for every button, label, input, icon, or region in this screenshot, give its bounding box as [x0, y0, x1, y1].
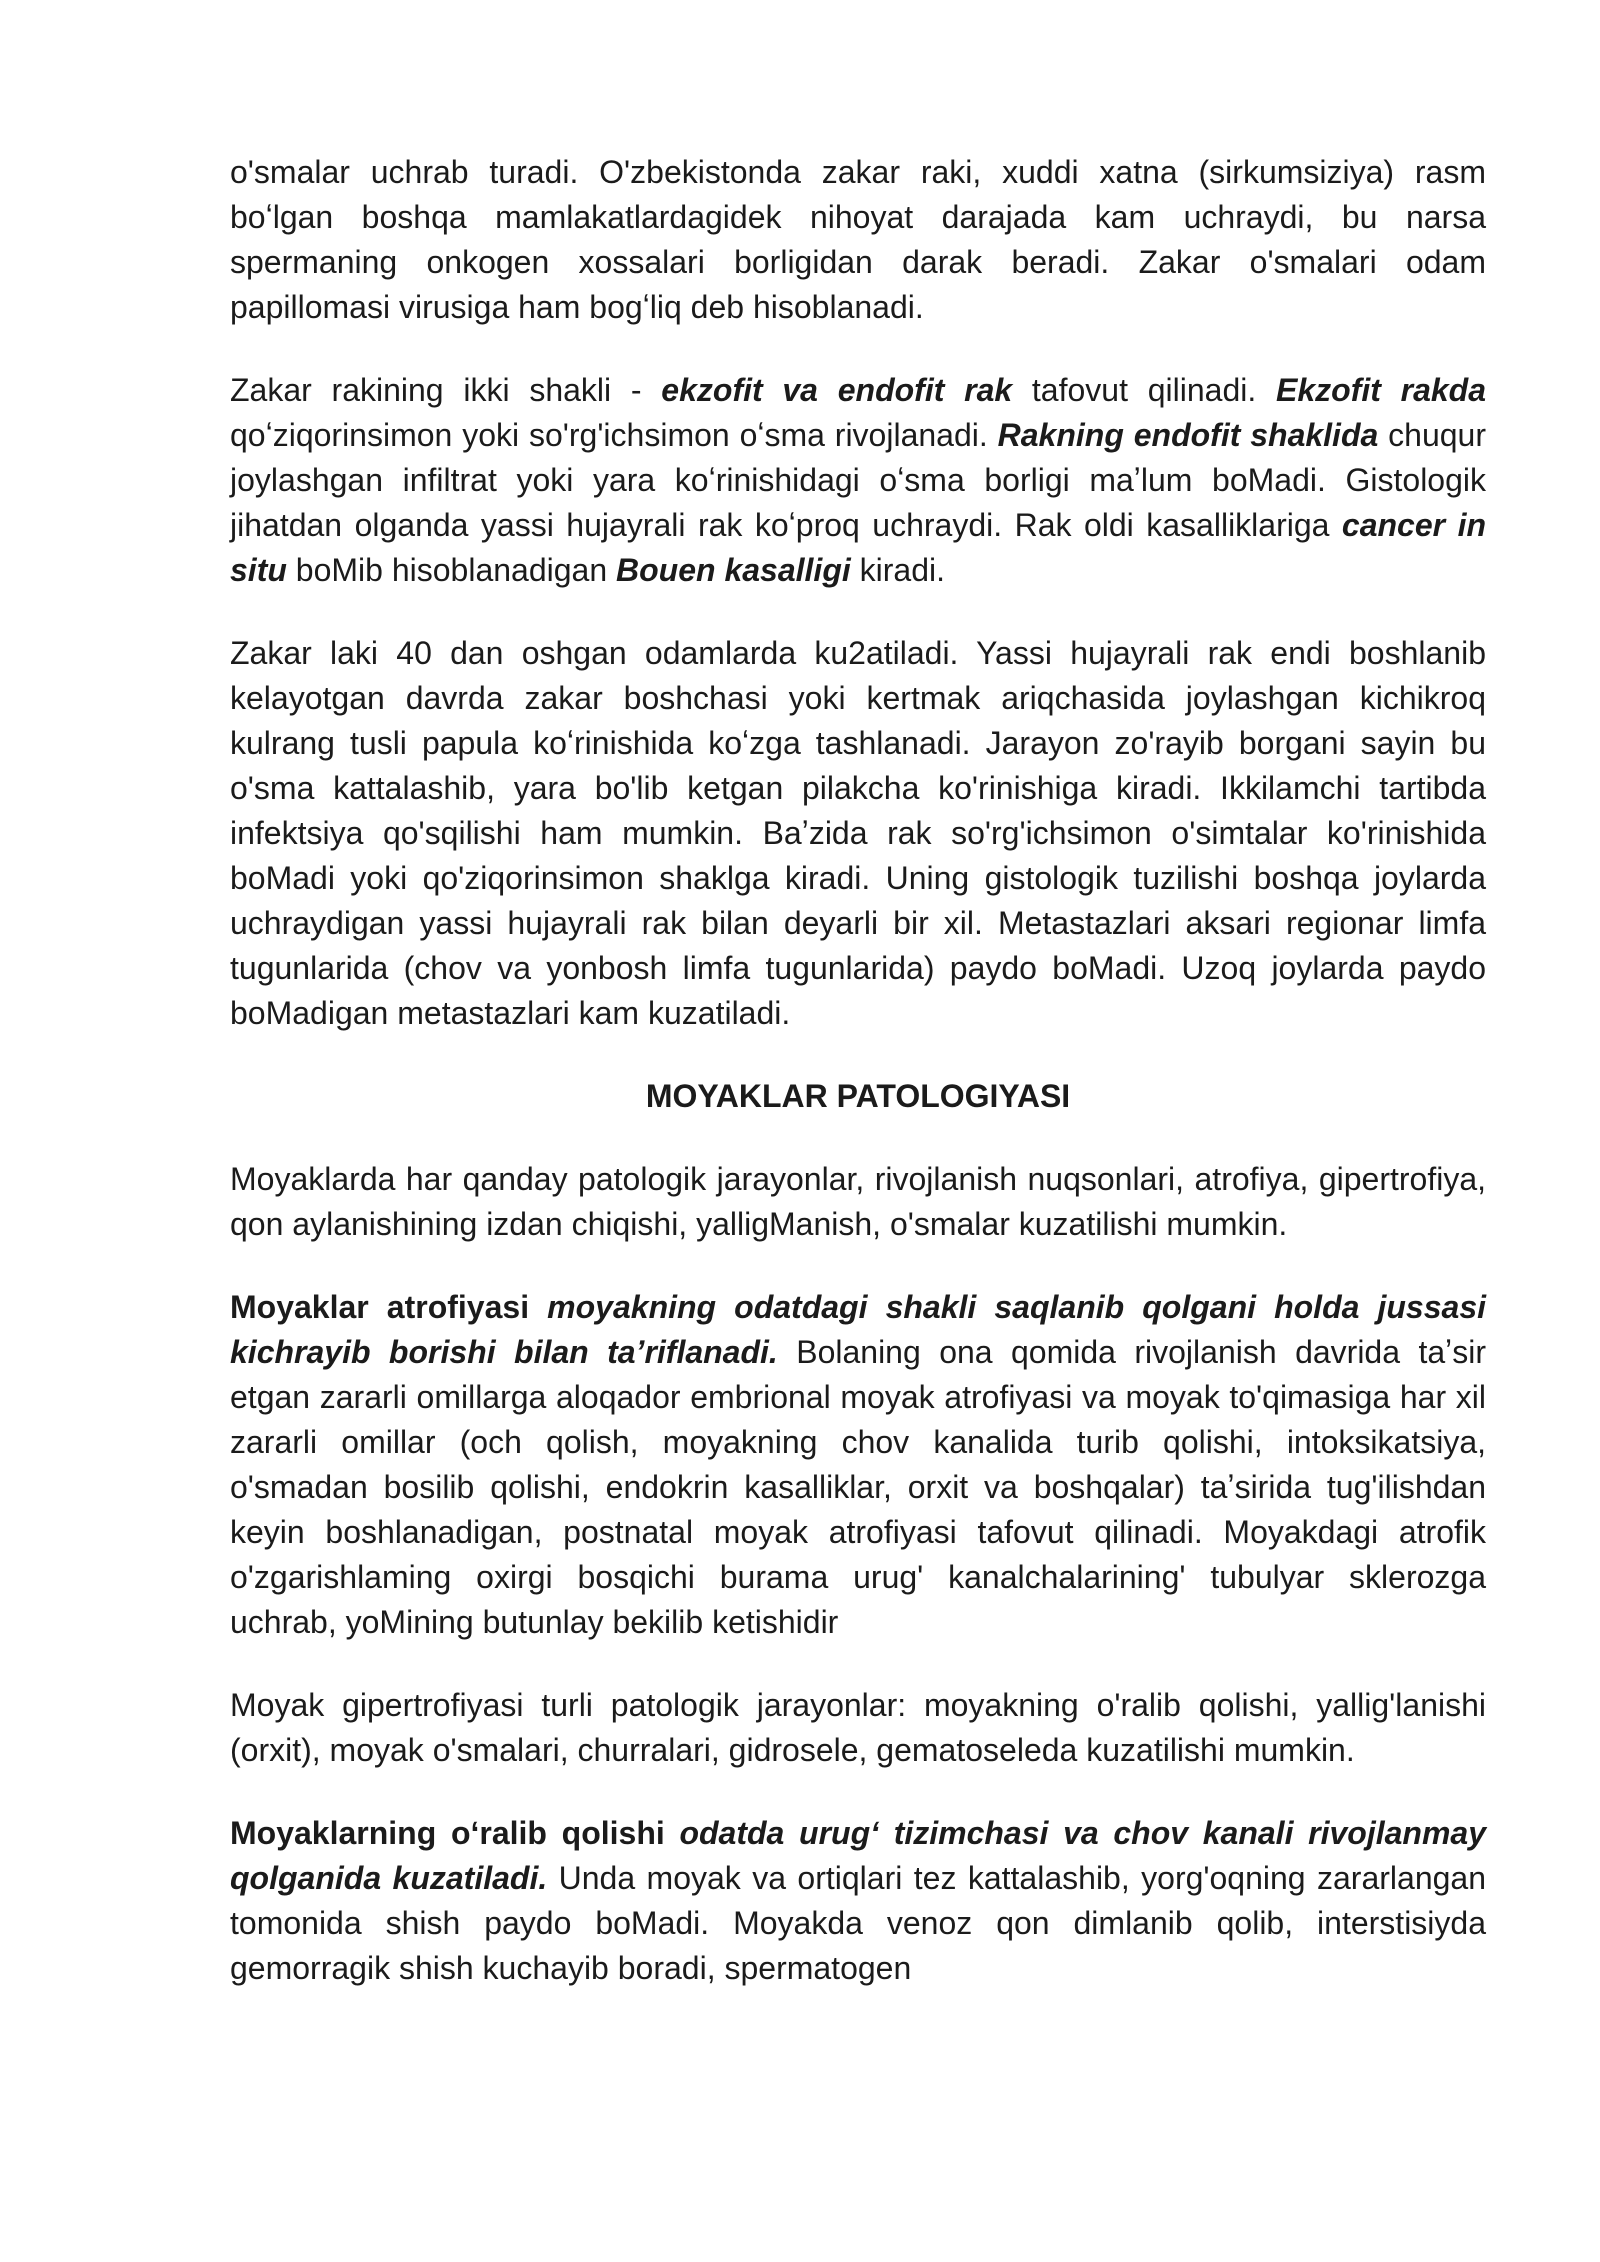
paragraph-zakar-cancer [230, 631, 1486, 1036]
text-run: chuqur joylashgan infiltrat yoki yara koʻrinishidagi oʻsma borligi maʼlum boMadi. Gistologik jihatdan olganda yassi hujayrali rak koʻproq uchraydi. Rak oldi kasalliklariga [230, 417, 1487, 543]
text-run: o'smalar uchrab turadi. O'zbekistonda zakar raki, xuddi xatna (sirkumsiziya) rasm boʻlgan boshqa mamlakatlardagidek nihoyat darajada kam uchraydi, bu narsa spermaning onkogen xossalari borligidan darak beradi. Zakar o'smalari odam papillomasi virusiga ham bogʻliq deb hisoblanadi. [230, 154, 1486, 325]
paragraph-moyaklar-oralib [230, 1811, 1486, 1991]
paragraph-moyaklar-atrofiyasi [230, 1285, 1486, 1645]
emphasis-run: ekzofit va endofit rak [661, 372, 1013, 408]
text-run: Zakar laki 40 dan oshgan odamlarda ku2atiladi. Yassi hujayrali rak endi boshlanib kelayotgan davrda zakar boshchasi yoki kertmak ariqchasida joylashgan kichikroq kulrang tusli papula koʻrinishida koʻzga tashlanadi. Jarayon zo'rayib borgani sayin bu o'sma kattalashib, yara bo'lib ketgan pilakcha ko'rinishiga kiradi. Ikkilamchi tartibda infektsiya qo'sqilishi ham mumkin. Baʼzida rak so'rg'ichsimon o'simtalar ko'rinishida boMadi yoki qo'ziqorinsimon shaklga kiradi. Uning gistologik tuzilishi boshqa joylarda uchraydigan yassi hujayrali rak bilan deyarli bir xil. Metastazlari aksari regionar limfa tugunlarida (chov va yonbosh limfa tugunlarida) paydo boMadi. Uzoq joylarda paydo boMadigan metastazlari kam kuzatiladi. [230, 635, 1486, 1031]
text-run: Bolaning ona qomida rivojlanish davrida taʼsir etgan zararli omillarga aloqador embrional moyak atrofiyasi va moyak to'qimasiga har xil zararli omillar (och qolish, moyakning chov kanalida turib qolishi, intoksikatsiya, o'smadan bosilib qolishi, endokrin kasalliklar, orxit va boshqalar) taʼsirida tug'ilishdan keyin boshlanadigan, postnatal moyak atrofiyasi tafovut qilinadi. Moyakdagi atrofik o'zgarishlaming oxirgi bosqichi burama urug' kanalchalarining' tubulyar sklerozga uchrab, yoMining butunlay bekilib ketishidir [230, 1334, 1486, 1640]
paragraph-zakar-forms [230, 368, 1486, 593]
paragraph-zakar-intro [230, 150, 1486, 330]
text-run: kiradi. [850, 552, 945, 588]
text-run [529, 1289, 547, 1325]
text-run: tafovut qilinadi. [1012, 372, 1276, 408]
emphasis-run: Bouen kasalligi [616, 552, 851, 588]
text-run: qoʻziqorinsimon yoki so'rg'ichsimon oʻsma rivojlanadi. [230, 417, 998, 453]
paragraph-moyak-gipertrofiyasi [230, 1683, 1486, 1773]
bold-run: Moyaklar atrofiyasi [230, 1289, 530, 1325]
text-run: boMib hisoblanadigan [286, 552, 617, 588]
emphasis-run: moyakning odatdagi shakli saqlanib qolgani holda jussasi kichrayib borishi bilan taʼriflanadi. [230, 1289, 1487, 1370]
section-heading: MOYAKLAR PATOLOGIYASI [645, 1078, 1071, 1114]
emphasis-run: odatda urugʻ tizimchasi va chov kanali rivojlanmay qolganida kuzatiladi. [230, 1815, 1487, 1896]
text-run [665, 1815, 680, 1851]
text-run: Zakar rakining ikki shakli - [230, 372, 662, 408]
emphasis-run: cancer in situ [230, 507, 1486, 588]
bold-run: Moyaklarning oʻralib qolishi [230, 1815, 665, 1851]
emphasis-run: Rakning endofit shaklida [997, 417, 1379, 453]
text-run: Moyaklarda har qanday patologik jarayonlar, rivojlanish nuqsonlari, atrofiya, gipertrofiya, qon aylanishining izdan chiqishi, yalligManish, o'smalar kuzatilishi mumkin. [230, 1161, 1486, 1242]
text-run: Unda moyak va ortiqlari tez kattalashib, yorg'oqning zararlangan tomonida shish paydo boMadi. Moyakda venoz qon dimlanib qolib, interstisiyda gemorragik shish kuchayib boradi, spermatogen [230, 1860, 1487, 1986]
text-run: Moyak gipertrofiyasi turli patologik jarayonlar: moyakning o'ralib qolishi, yallig'lanishi (orxit), moyak o'smalari, churralari, gidrosele, gematoseleda kuzatilishi mumkin. [230, 1687, 1486, 1768]
document-page [230, 150, 1486, 2029]
paragraph-moyaklar-intro [230, 1157, 1486, 1247]
emphasis-run: Ekzofit rakda [1276, 372, 1487, 408]
